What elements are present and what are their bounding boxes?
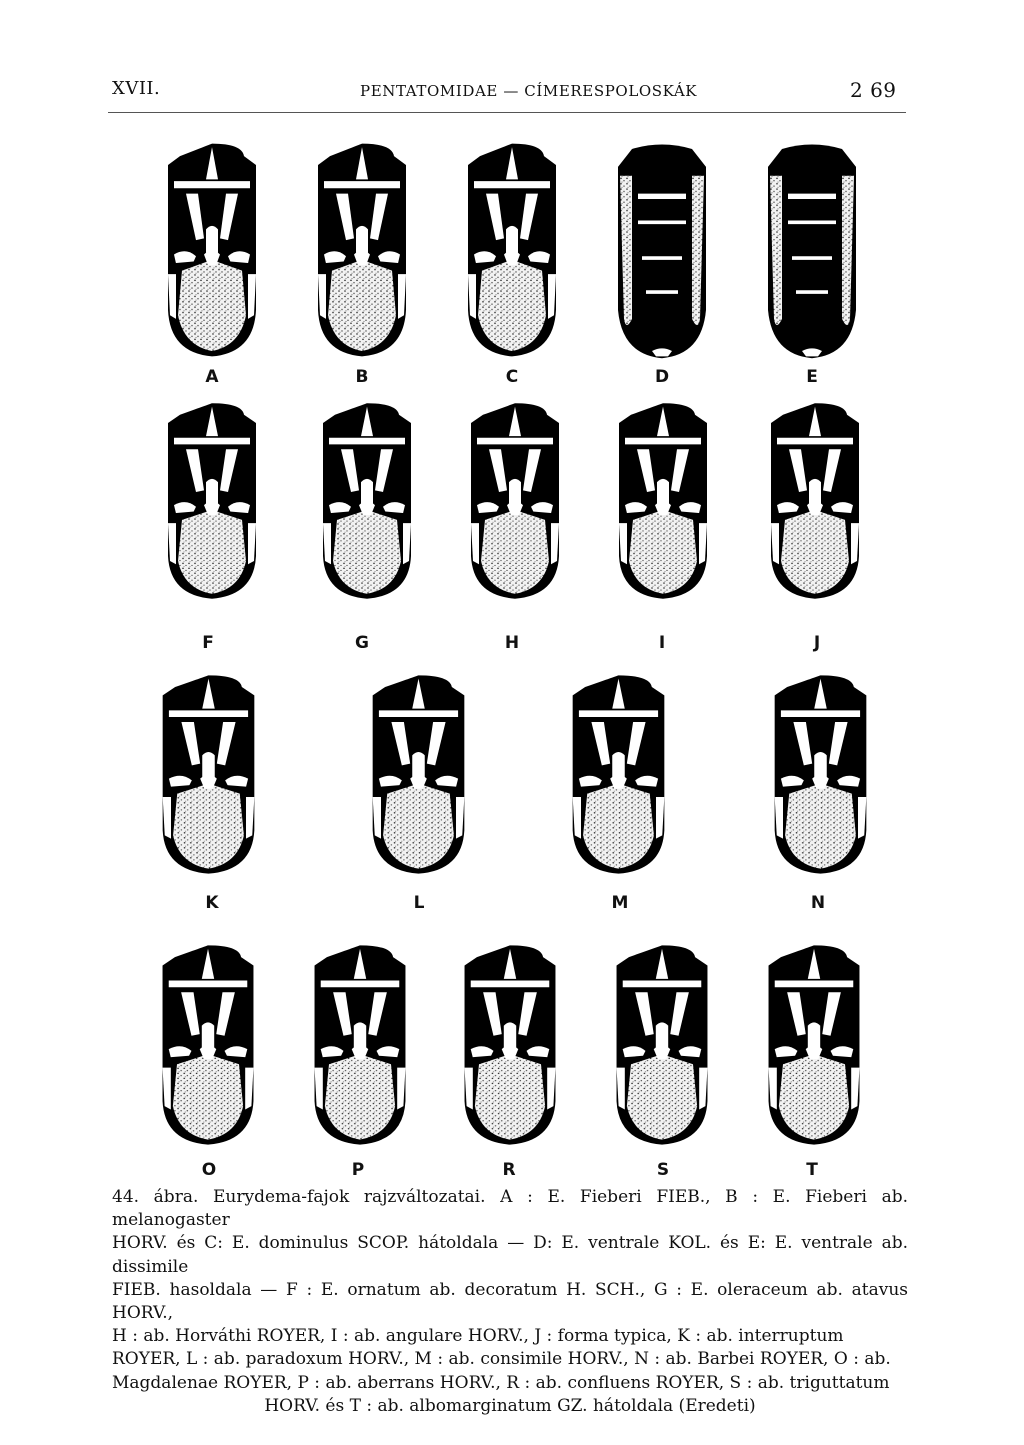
specimen-T: [752, 942, 876, 1148]
label-I: I: [658, 633, 666, 653]
specimen-N: [758, 672, 883, 877]
specimen-I: [603, 400, 723, 602]
caption-line: HORV. és T : ab. albomarginatum GZ. hátoldala (Eredeti): [264, 1395, 756, 1416]
specimen-F: [152, 400, 272, 602]
specimen-L: [356, 672, 481, 877]
caption-line: Magdalenae ROYER, P : ab. aberrans HORV., R : ab. confluens ROYER, S : ab. triguttatum: [112, 1372, 890, 1393]
label-E: E: [806, 367, 818, 387]
label-A: A: [205, 367, 219, 387]
specimen-M: [556, 672, 681, 877]
running-title: PENTATOMIDAE — CÍMERESPOLOSKÁK: [360, 82, 698, 100]
label-O: O: [201, 1160, 217, 1180]
specimen-O: [146, 942, 270, 1148]
label-R: R: [502, 1160, 516, 1180]
label-L: L: [413, 893, 425, 913]
caption-line: ROYER, L : ab. paradoxum HORV., M : ab. consimile HORV., N : ab. Barbei ROYER, O : ab.: [112, 1349, 891, 1370]
specimen-K: [146, 672, 271, 877]
label-B: B: [355, 367, 369, 387]
specimen-A: [152, 140, 272, 360]
caption-line: H : ab. Horváthi ROYER, I : ab. angulare HORV., J : forma typica, K : ab. interruptum: [112, 1326, 844, 1347]
specimen-C: [452, 140, 572, 360]
specimen-B: [302, 140, 422, 360]
label-T: T: [806, 1160, 818, 1180]
specimen-S: [600, 942, 724, 1148]
page-number: 2 69: [850, 78, 897, 102]
caption-line: FIEB. hasoldala — F : E. ornatum ab. decoratum H. SCH., G : E. oleraceum ab. atavus HORV.,: [112, 1279, 908, 1324]
label-K: K: [205, 893, 219, 913]
specimen-D: [602, 140, 722, 360]
specimen-E: [752, 140, 872, 360]
label-C: C: [505, 367, 519, 387]
specimen-P: [298, 942, 422, 1148]
specimen-R: [448, 942, 572, 1148]
caption-line: HORV. és C: E. dominulus SCOP. hátoldala — D: E. ventrale KOL. és E: E. ventrale ab. dissimile: [112, 1233, 908, 1277]
label-H: H: [504, 633, 520, 653]
label-M: M: [611, 893, 629, 913]
figure-caption: [112, 1186, 908, 1418]
header-rule: [108, 112, 906, 113]
specimen-G: [307, 400, 427, 602]
label-F: F: [202, 633, 214, 653]
caption-line: 44. ábra. Eurydema-fajok rajzváltozatai. A : E. Fieberi FIEB., B : E. Fieberi ab. melanogaster: [112, 1187, 908, 1231]
label-D: D: [654, 367, 670, 387]
label-J: J: [813, 633, 821, 653]
label-S: S: [656, 1160, 670, 1180]
label-G: G: [355, 633, 369, 653]
specimen-H: [455, 400, 575, 602]
label-N: N: [810, 893, 826, 913]
section-number: XVII.: [112, 78, 161, 99]
label-P: P: [351, 1160, 365, 1180]
specimen-J: [755, 400, 875, 602]
